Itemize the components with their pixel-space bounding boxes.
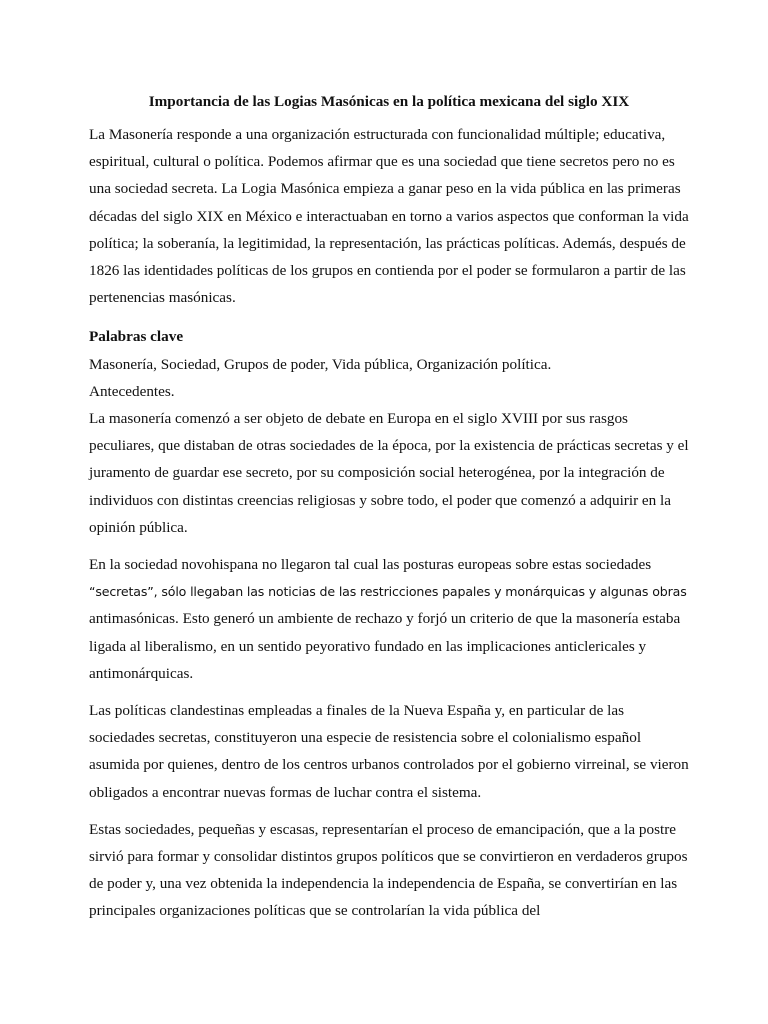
body-paragraph-1: La masonería comenzó a ser objeto de debate en Europa en el siglo XVIII por sus rasgos peculiares, que distaban de otras sociedades de la época, por la existencia de prácticas secretas y el juramento de guardar ese secreto, por su composición social heterogénea, por la integración de individuos con distintas creencias religiosas y sobre todo, el poder que comenzó a adquirir en la opinión pública. [89, 410, 689, 536]
document-title: Importancia de las Logias Masónicas en la política mexicana del siglo XIX [148, 93, 630, 110]
body-paragraph-2 [89, 551, 689, 687]
body-paragraph-3: Las políticas clandestinas empleadas a finales de la Nueva España y, en particular de las sociedades secretas, constituyeron una especie de resistencia sobre el colonialismo español asumida por quienes, dentro de los centros urbanos controlados por el gobierno virreinal, se vieron obligados a encontrar nuevas formas de luchar contra el sistema. [89, 702, 689, 801]
paragraph-2-start: En la sociedad novohispana no llegaron tal cual las posturas europeas sobre estas sociedades [89, 556, 652, 574]
section-heading: Antecedentes. [89, 382, 175, 400]
abstract-paragraph: La Masonería responde a una organización estructurada con funcionalidad múltiple; educativa, espiritual, cultural o política. Podemos afirmar que es una sociedad que tiene secretos pero no es una sociedad secreta. La Logia Masónica empieza a ganar peso en la vida pública en las primeras décadas del siglo XIX en México e interactuaban en torno a varios aspectos que conforman la vida política; la soberanía, la legitimidad, la representación, las prácticas políticas. Además, después de 1826 las identidades políticas de los grupos en contienda por el poder se formularon a partir de las pertenencias masónicas. [89, 126, 689, 307]
paragraph-2-end: antimasónicas. Esto generó un ambiente de rechazo y forjó un criterio de que la masonería estaba ligada al liberalismo, en un sentido peyorativo fundado en las implicaciones anticlericales y antimonárquicas. [89, 610, 681, 682]
paragraph-2-alt-font: “secretas”, sólo llegaban las noticias de las restricciones papales y monárquicas y algunas obras [89, 584, 687, 600]
keywords-heading: Palabras clave [89, 328, 184, 346]
keywords-line: Masonería, Sociedad, Grupos de poder, Vida pública, Organización política. [89, 355, 552, 373]
document-body [89, 90, 689, 925]
body-paragraph-4: Estas sociedades, pequeñas y escasas, representarían el proceso de emancipación, que a la postre sirvió para formar y consolidar distintos grupos políticos que se convirtieron en verdaderos grupos de poder y, una vez obtenida la independencia la independencia de España, se convertirían en las principales organizaciones políticas que se controlarían la vida pública del [89, 820, 688, 920]
